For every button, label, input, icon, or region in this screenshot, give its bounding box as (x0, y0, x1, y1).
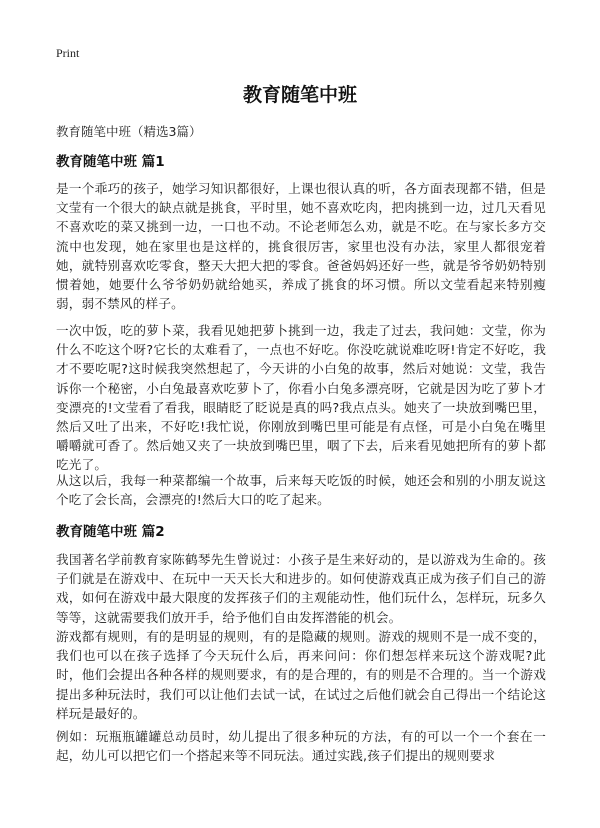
document-subtitle: 教育随笔中班（精选3篇） (56, 124, 202, 139)
paragraph-2-1: 我国著名学前教育家陈鹤琴先生曾说过：小孩子是生来好动的，是以游戏为生命的。孩子们就是在游戏中、在玩中一天天长大和进步的。如何使游戏真正成为孩子们自己的游戏，如何在游戏中最大限度的发挥孩子们的主观能动性，他们玩什么，怎样玩，玩多久等等，这就需要我们放开手，给予他们自由发挥潜能的机会。 (56, 552, 546, 625)
paragraph-1-1: 是一个乖巧的孩子，她学习知识都很好，上课也很认真的听，各方面表现都不错，但是文莹有一个很大的缺点就是挑食，平时里，她不喜欢吃肉，把肉挑到一边，过几天看见不喜欢吃的菜又挑到一边，一口也不动。不论老师怎么劝，就是不吃。在与家长多方交流中也发现，她在家里也是这样的，挑食很厉害，家里也没有办法，家里人都很宠着她，就特别喜欢吃零食，整天大把大把的零食。爸爸妈妈还好一些，就是爷爷奶奶特别惯着她，她要什么爷爷奶奶就给她买，养成了挑食的坏习惯。所以文莹看起来特别瘦弱，弱不禁风的样子。 (56, 181, 546, 312)
print-link[interactable]: Print (56, 46, 80, 60)
paragraph-1-3: 从这以后，我每一种菜都编一个故事，后来每天吃饭的时候，她还会和别的小朋友说这个吃了会长高，会漂亮的!然后大口的吃了起来。 (56, 473, 546, 508)
paragraph-2-3: 例如：玩瓶瓶罐罐总动员时，幼儿提出了很多种玩的方法，有的可以一个一个套在一起，幼儿可以把它们一个搭起来等不同玩法。通过实践,孩子们提出的规则要求 (56, 729, 546, 764)
paragraph-2-2: 游戏都有规则，有的是明显的规则，有的是隐藏的规则。游戏的规则不是一成不变的，我们也可以在孩子选择了今天玩什么后，再来问问：你们想怎样来玩这个游戏呢?此时，他们会提出各种各样的规则要求，有的是合理的，有的则是不合理的。当一个游戏提出多种玩法时，我们可以让他们去试一试，在试过之后他们就会自己得出一个结论这样玩是最好的。 (56, 629, 546, 721)
paragraph-1-2: 一次中饭，吃的萝卜菜，我看见她把萝卜挑到一边，我走了过去，我问她：文莹，你为什么不吃这个呀?它长的太难看了，一点也不好吃。你没吃就说难吃呀!肯定不好吃，我才不要吃呢?这时候我突然想起了，今天讲的小白兔的故事，然后对她说：文莹，我告诉你一个秘密，小白兔最喜欢吃萝卜了，你看小白兔多漂亮呀，它就是因为吃了萝卜才变漂亮的!文莹看了看我，眼睛眨了眨说是真的吗?我点点头。她夹了一块放到嘴巴里，然后又吐了出来，不好吃!我忙说，你刚放到嘴巴里可能是有点怪，可是小白兔在嘴里嚼嚼就可香了。然后她又夹了一块放到嘴巴里，咽了下去，后来看见她把所有的萝卜都吃光了。 (56, 323, 546, 473)
section-heading-2: 教育随笔中班 篇2 (56, 524, 165, 540)
page-title: 教育随笔中班 (242, 84, 357, 106)
section-heading-1: 教育随笔中班 篇1 (56, 154, 165, 170)
